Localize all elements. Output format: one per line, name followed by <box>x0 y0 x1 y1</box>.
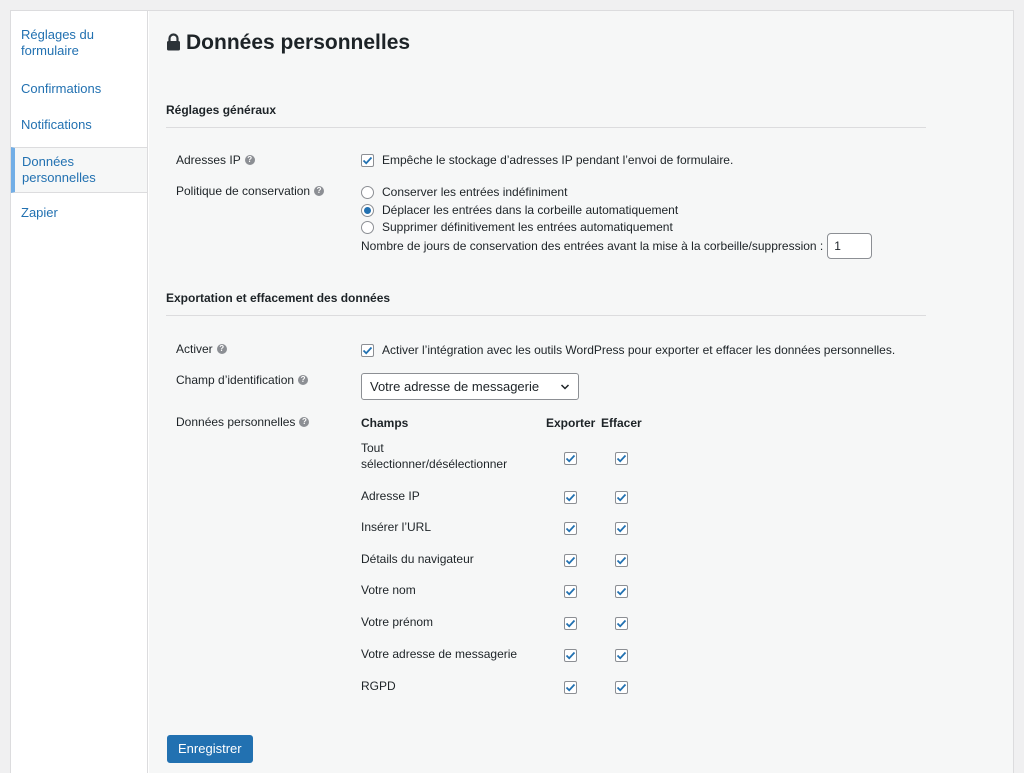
settings-frame <box>10 10 1014 773</box>
page-title-text: Données personnelles <box>186 31 411 54</box>
export-checkbox[interactable] <box>564 681 577 694</box>
table-row-field: Votre prénom <box>361 615 434 629</box>
ip-option-label: Empêche le stockage d’adresses IP pendant l’envoi de formulaire. <box>382 153 734 167</box>
enable-label: Activer <box>176 342 213 356</box>
help-icon[interactable]: ? <box>217 344 227 354</box>
export-checkbox[interactable] <box>564 649 577 662</box>
lock-icon <box>166 33 181 51</box>
section-export-title: Exportation et effacement des données <box>166 291 926 316</box>
table-header-export: Exporter <box>546 416 596 430</box>
id-field-value: Votre adresse de messagerie <box>370 379 540 394</box>
help-icon[interactable]: ? <box>298 375 308 385</box>
table-row-field: Votre nom <box>361 583 416 597</box>
export-checkbox[interactable] <box>564 617 577 630</box>
export-checkbox[interactable] <box>564 554 577 567</box>
export-checkbox[interactable] <box>564 452 577 465</box>
settings-sidebar <box>11 11 148 773</box>
radio-trash[interactable] <box>361 204 374 217</box>
page-title <box>166 29 410 57</box>
table-header-erase: Effacer <box>601 416 642 430</box>
retention-option-keep[interactable] <box>361 185 567 199</box>
retention-option-label: Conserver les entrées indéfiniment <box>382 185 568 199</box>
export-checkbox[interactable] <box>564 522 577 535</box>
checkmark-icon <box>565 586 576 597</box>
table-header-fields: Champs <box>361 416 409 430</box>
erase-checkbox[interactable] <box>615 554 628 567</box>
help-icon[interactable]: ? <box>245 155 255 165</box>
enable-checkbox[interactable] <box>361 344 374 357</box>
enable-option[interactable] <box>361 343 895 357</box>
export-checkbox[interactable] <box>564 585 577 598</box>
erase-checkbox[interactable] <box>615 491 628 504</box>
checkmark-icon <box>362 155 373 166</box>
enable-label-row <box>176 342 227 356</box>
checkmark-icon <box>362 345 373 356</box>
checkmark-icon <box>565 618 576 629</box>
ip-option[interactable] <box>361 153 733 167</box>
retention-option-delete[interactable] <box>361 220 673 234</box>
retention-label: Politique de conservation <box>176 184 311 198</box>
erase-checkbox[interactable] <box>615 617 628 630</box>
days-row <box>361 233 872 259</box>
retention-option-trash[interactable] <box>361 203 678 217</box>
ip-label: Adresses IP <box>176 153 241 167</box>
id-field-select[interactable] <box>361 373 579 400</box>
erase-checkbox[interactable] <box>615 522 628 535</box>
settings-main <box>149 11 1013 773</box>
ip-label-row <box>176 153 255 167</box>
radio-delete[interactable] <box>361 221 374 234</box>
retention-label-row <box>176 184 324 198</box>
sidebar-item-notifications[interactable]: Notifications <box>21 117 92 132</box>
personal-data-label: Données personnelles <box>176 415 296 429</box>
days-input[interactable] <box>827 233 872 259</box>
sidebar-item-personal-data[interactable]: Données personnelles <box>11 147 147 193</box>
checkmark-icon <box>616 618 627 629</box>
checkmark-icon <box>616 523 627 534</box>
personal-data-label-row <box>176 415 309 429</box>
checkmark-icon <box>565 650 576 661</box>
id-field-label-row <box>176 373 308 387</box>
id-field-label: Champ d’identification <box>176 373 295 387</box>
checkmark-icon <box>565 492 576 503</box>
retention-option-label: Déplacer les entrées dans la corbeille automatiquement <box>382 203 679 217</box>
checkmark-icon <box>616 586 627 597</box>
checkmark-icon <box>616 682 627 693</box>
erase-checkbox[interactable] <box>615 649 628 662</box>
sidebar-item-confirmations[interactable]: Confirmations <box>21 81 102 96</box>
erase-checkbox[interactable] <box>615 452 628 465</box>
checkmark-icon <box>565 555 576 566</box>
days-label: Nombre de jours de conservation des entrées avant la mise à la corbeille/suppression : <box>361 239 824 253</box>
checkmark-icon <box>616 453 627 464</box>
table-row-field: Insérer l’URL <box>361 520 432 534</box>
help-icon[interactable]: ? <box>299 417 309 427</box>
help-icon[interactable]: ? <box>314 186 324 196</box>
checkmark-icon <box>616 650 627 661</box>
radio-keep[interactable] <box>361 186 374 199</box>
sidebar-item-form-settings[interactable]: Réglages du formulaire <box>21 27 94 58</box>
table-row-field: Détails du navigateur <box>361 552 474 566</box>
enable-option-label: Activer l’intégration avec les outils WordPress pour exporter et effacer les données personnelles. <box>382 343 896 357</box>
retention-option-label: Supprimer définitivement les entrées automatiquement <box>382 220 673 234</box>
section-general-title: Réglages généraux <box>166 103 926 128</box>
checkmark-icon <box>616 492 627 503</box>
ip-checkbox[interactable] <box>361 154 374 167</box>
checkmark-icon <box>565 453 576 464</box>
table-row-field: RGPD <box>361 679 396 693</box>
checkmark-icon <box>565 682 576 693</box>
erase-checkbox[interactable] <box>615 681 628 694</box>
table-row-field: Votre adresse de messagerie <box>361 647 518 661</box>
sidebar-item-zapier[interactable]: Zapier <box>21 205 58 220</box>
checkmark-icon <box>616 555 627 566</box>
save-button[interactable]: Enregistrer <box>167 735 253 763</box>
export-checkbox[interactable] <box>564 491 577 504</box>
table-row-field: Adresse IP <box>361 489 420 503</box>
table-row-field: Tout sélectionner/désélectionner <box>361 441 508 471</box>
checkmark-icon <box>565 523 576 534</box>
chevron-down-icon <box>560 382 570 392</box>
erase-checkbox[interactable] <box>615 585 628 598</box>
